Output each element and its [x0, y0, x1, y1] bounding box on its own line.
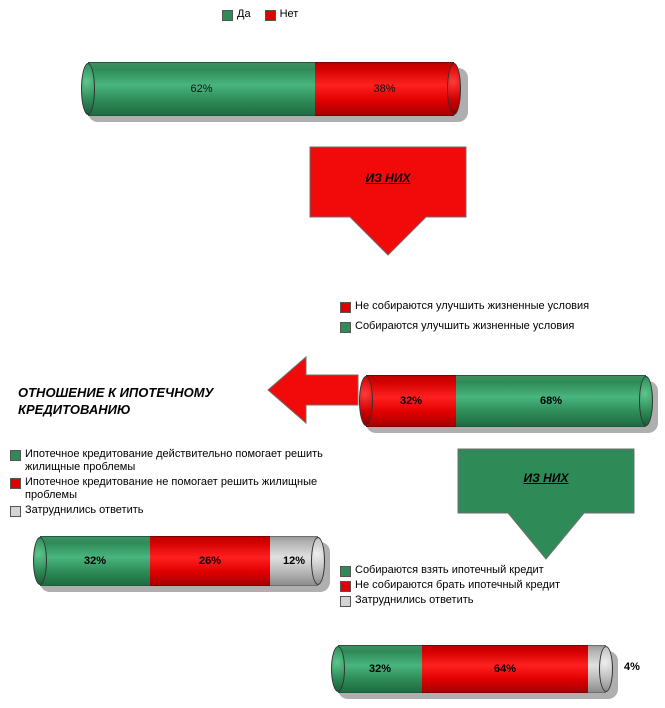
bar-segment-red	[422, 645, 588, 693]
legend-label: Собираются улучшить жизненные условия	[355, 320, 575, 332]
top-legend	[222, 8, 298, 21]
legend-label: Ипотечное кредитование не помогает решить жилищные проблемы	[25, 476, 318, 501]
legend-label: Затруднились ответить	[25, 504, 144, 516]
segment-value: 62%	[190, 83, 213, 95]
legend-item	[340, 564, 560, 577]
legend-item	[340, 320, 589, 333]
legend-swatch-green-icon	[222, 10, 233, 21]
red-down-arrow	[308, 145, 468, 257]
legend-item	[340, 300, 589, 313]
chart-3-bar	[40, 536, 318, 586]
bar-segment-red	[150, 536, 270, 586]
bar-segment-red	[366, 375, 456, 427]
legend-swatch-green-icon	[10, 450, 21, 461]
bar-segment-gray	[588, 645, 606, 693]
legend-item	[340, 594, 560, 607]
legend-swatch-red-icon	[340, 302, 351, 313]
legend-2	[340, 300, 589, 335]
bar-segment-red	[315, 62, 454, 116]
legend-label: Не собираются брать ипотечный кредит	[355, 579, 561, 591]
chart-4-bar	[338, 645, 606, 693]
segment-value: 68%	[539, 395, 563, 407]
bar-segment-green	[40, 536, 150, 586]
segment-value: 12%	[282, 555, 306, 567]
legend-item	[340, 579, 560, 592]
bar-segment-gray	[270, 536, 318, 586]
chart-2-bar	[366, 375, 646, 427]
red-left-arrow-shape-icon	[266, 355, 360, 425]
legend-item	[10, 504, 340, 517]
segment-value: 32%	[399, 395, 423, 407]
chart-1-bar	[88, 62, 454, 116]
legend-label: Собираются взять ипотечный кредит	[355, 564, 544, 576]
segment-value: 64%	[493, 663, 517, 675]
segment-value: 38%	[373, 83, 396, 95]
side-heading: ОТНОШЕНИЕ К ИПОТЕЧНОМУ КРЕДИТОВАНИЮ	[18, 385, 214, 417]
legend-swatch-gray-icon	[10, 506, 21, 517]
legend-label: Затруднились ответить	[355, 594, 474, 606]
legend-label: Нет	[279, 8, 299, 20]
legend-label: Ипотечное кредитование действительно помогает решить жилищные проблемы	[25, 448, 323, 473]
bar-segment-green	[456, 375, 646, 427]
legend-swatch-red-icon	[340, 581, 351, 592]
cylinder-cap-right	[599, 646, 613, 692]
segment-value: 32%	[368, 663, 392, 675]
legend-3	[10, 448, 340, 519]
red-arrow-shape-icon	[308, 145, 468, 257]
legend-4	[340, 564, 560, 609]
bar-segment-green	[338, 645, 422, 693]
green-down-arrow	[456, 447, 636, 562]
legend-swatch-red-icon	[265, 10, 276, 21]
red-left-arrow	[266, 355, 360, 425]
legend-item	[222, 8, 251, 21]
green-arrow-label: ИЗ НИХ	[523, 471, 569, 485]
legend-swatch-gray-icon	[340, 596, 351, 607]
legend-swatch-green-icon	[340, 566, 351, 577]
legend-item	[265, 8, 299, 21]
legend-item	[10, 476, 340, 502]
legend-swatch-red-icon	[10, 478, 21, 489]
bar-segment-green	[88, 62, 315, 116]
legend-item	[10, 448, 340, 474]
red-arrow-label: ИЗ НИХ	[365, 171, 411, 185]
legend-label: Не собираются улучшить жизненные условия	[355, 300, 590, 312]
legend-label: Да	[237, 8, 251, 20]
segment-value: 32%	[83, 555, 107, 567]
green-arrow-shape-icon	[456, 447, 636, 562]
segment-value: 26%	[198, 555, 222, 567]
chart-4-outside-value: 4%	[624, 661, 640, 673]
legend-swatch-green-icon	[340, 322, 351, 333]
